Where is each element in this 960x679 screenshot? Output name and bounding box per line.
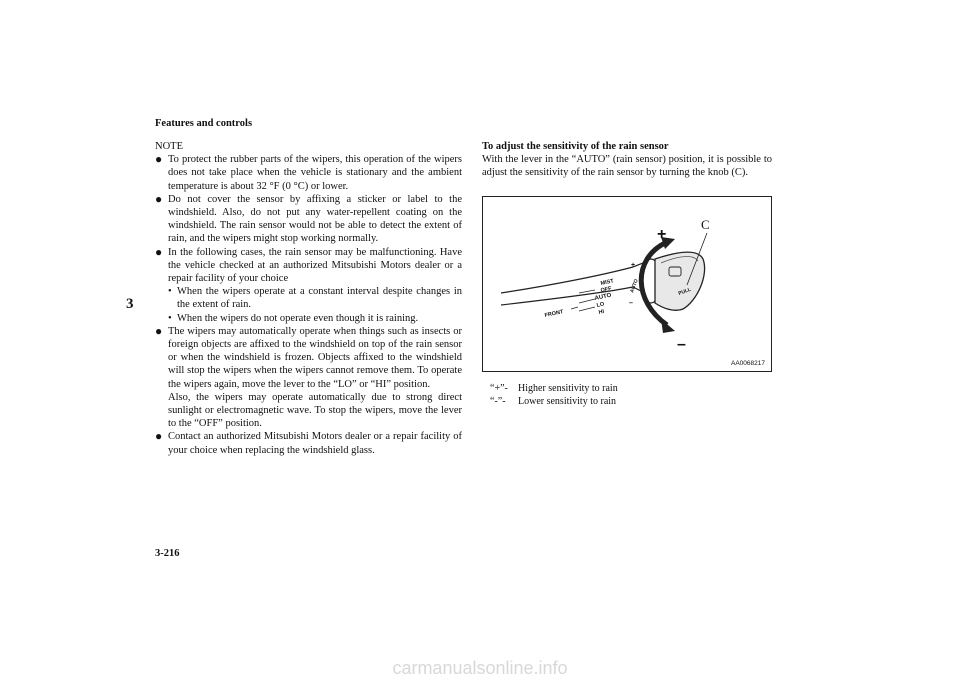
figure-id: AA0068217 (731, 360, 765, 367)
legend-row (490, 382, 618, 395)
bullet-icon: ● (155, 244, 163, 259)
front-label: FRONT (544, 309, 564, 319)
note-column (155, 140, 462, 457)
bullet-icon: ● (155, 323, 163, 338)
minus-sign: – (677, 336, 686, 353)
legend-symbol: “+”- (490, 383, 508, 394)
callout-c: C (701, 217, 710, 232)
legend-row (490, 395, 618, 408)
lever-label-auto: AUTO (594, 292, 612, 302)
rain-sensor-body: With the lever in the “AUTO” (rain sensor) position, it is possible to adjust the sensitivity of the rain sensor by turning the knob (C). (482, 154, 772, 179)
note-subitem: • When the wipers do not operate even though it is raining. (168, 312, 419, 324)
note-subitem: • When the wipers operate at a constant interval despite changes in the extent of rain. (168, 286, 462, 311)
note-bullet: ● To protect the rubber parts of the wipers, this operation of the wipers does not take place when the vehicle is stationary and the ambient temperature is about 32 °F (0 °C) or lower. (155, 152, 462, 192)
knob-minus-label: – (629, 300, 633, 307)
footer-watermark: carmanualsonline.info (392, 658, 568, 678)
lever-label-lo: LO (596, 301, 605, 309)
sensitivity-legend (490, 382, 618, 408)
pull-label: PULL (677, 286, 692, 297)
lever-label-hi: HI (598, 308, 605, 316)
knob-plus-label: + (631, 262, 636, 269)
knob-auto-label: AUTO (629, 278, 640, 294)
section-header: Features and controls (155, 118, 253, 129)
rain-sensor-section (482, 140, 772, 180)
note-bullet: ● Do not cover the sensor by affixing a sticker or label to the windshield. Also, do not put any water-repellent coating on the windshield. The rain sensor would not be able to detect the extent of rain, and the wipers might stop working normally. (155, 191, 462, 245)
legend-symbol: “-”- (490, 396, 506, 407)
arrow-head-icon (661, 319, 675, 333)
wiper-lever-illustration (483, 197, 773, 373)
note-bullet: ● The wipers may automatically operate when things such as insects or foreign objects are affixed to the windshield on top of the rain sensor or when the windshield is frozen. Objects affixed to the windshield will stop the wipers when the wipers cannot remove them. To operate the wipers again, move the lever to the “LO” or “HI” position. Also, the wipers may operate automatically due to strong direct sunlight or electromagnetic wave. To stop the wipers, move the lever to the “OFF” position. (155, 323, 462, 430)
bullet-icon: ● (155, 152, 163, 167)
wiper-lever-figure (482, 196, 772, 372)
bullet-icon: ● (155, 191, 163, 206)
note-bullet: ● In the following cases, the rain sensor may be malfunctioning. Have the vehicle checked at an authorized Mitsubishi Motors dealer or a repair facility of your choice • When the wipers operate at a constant interval despite changes in the extent of rain. • When the wipers do not operate even though it is raining. (155, 244, 462, 324)
legend-text: Higher sensitivity to rain (518, 383, 618, 394)
note-title: NOTE (155, 141, 183, 152)
chapter-tab: 3 (126, 296, 134, 312)
note-bullet-extra: Also, the wipers may operate automatically due to strong direct sunlight or electromagnetic wave. To stop the wipers, move the lever to the “OFF” position. (168, 391, 462, 430)
note-bullet: ● Contact an authorized Mitsubishi Motors dealer or a repair facility of your choice when replacing the windshield glass. (155, 429, 462, 456)
legend-text: Lower sensitivity to rain (518, 396, 617, 407)
plus-sign: + (657, 226, 667, 243)
bullet-icon: ● (155, 429, 163, 444)
lever-label-mist: MIST (600, 278, 615, 287)
page-number: 3-216 (155, 548, 180, 559)
rain-sensor-title: To adjust the sensitivity of the rain sensor (482, 141, 669, 152)
lever-label-off: OFF (600, 285, 613, 294)
